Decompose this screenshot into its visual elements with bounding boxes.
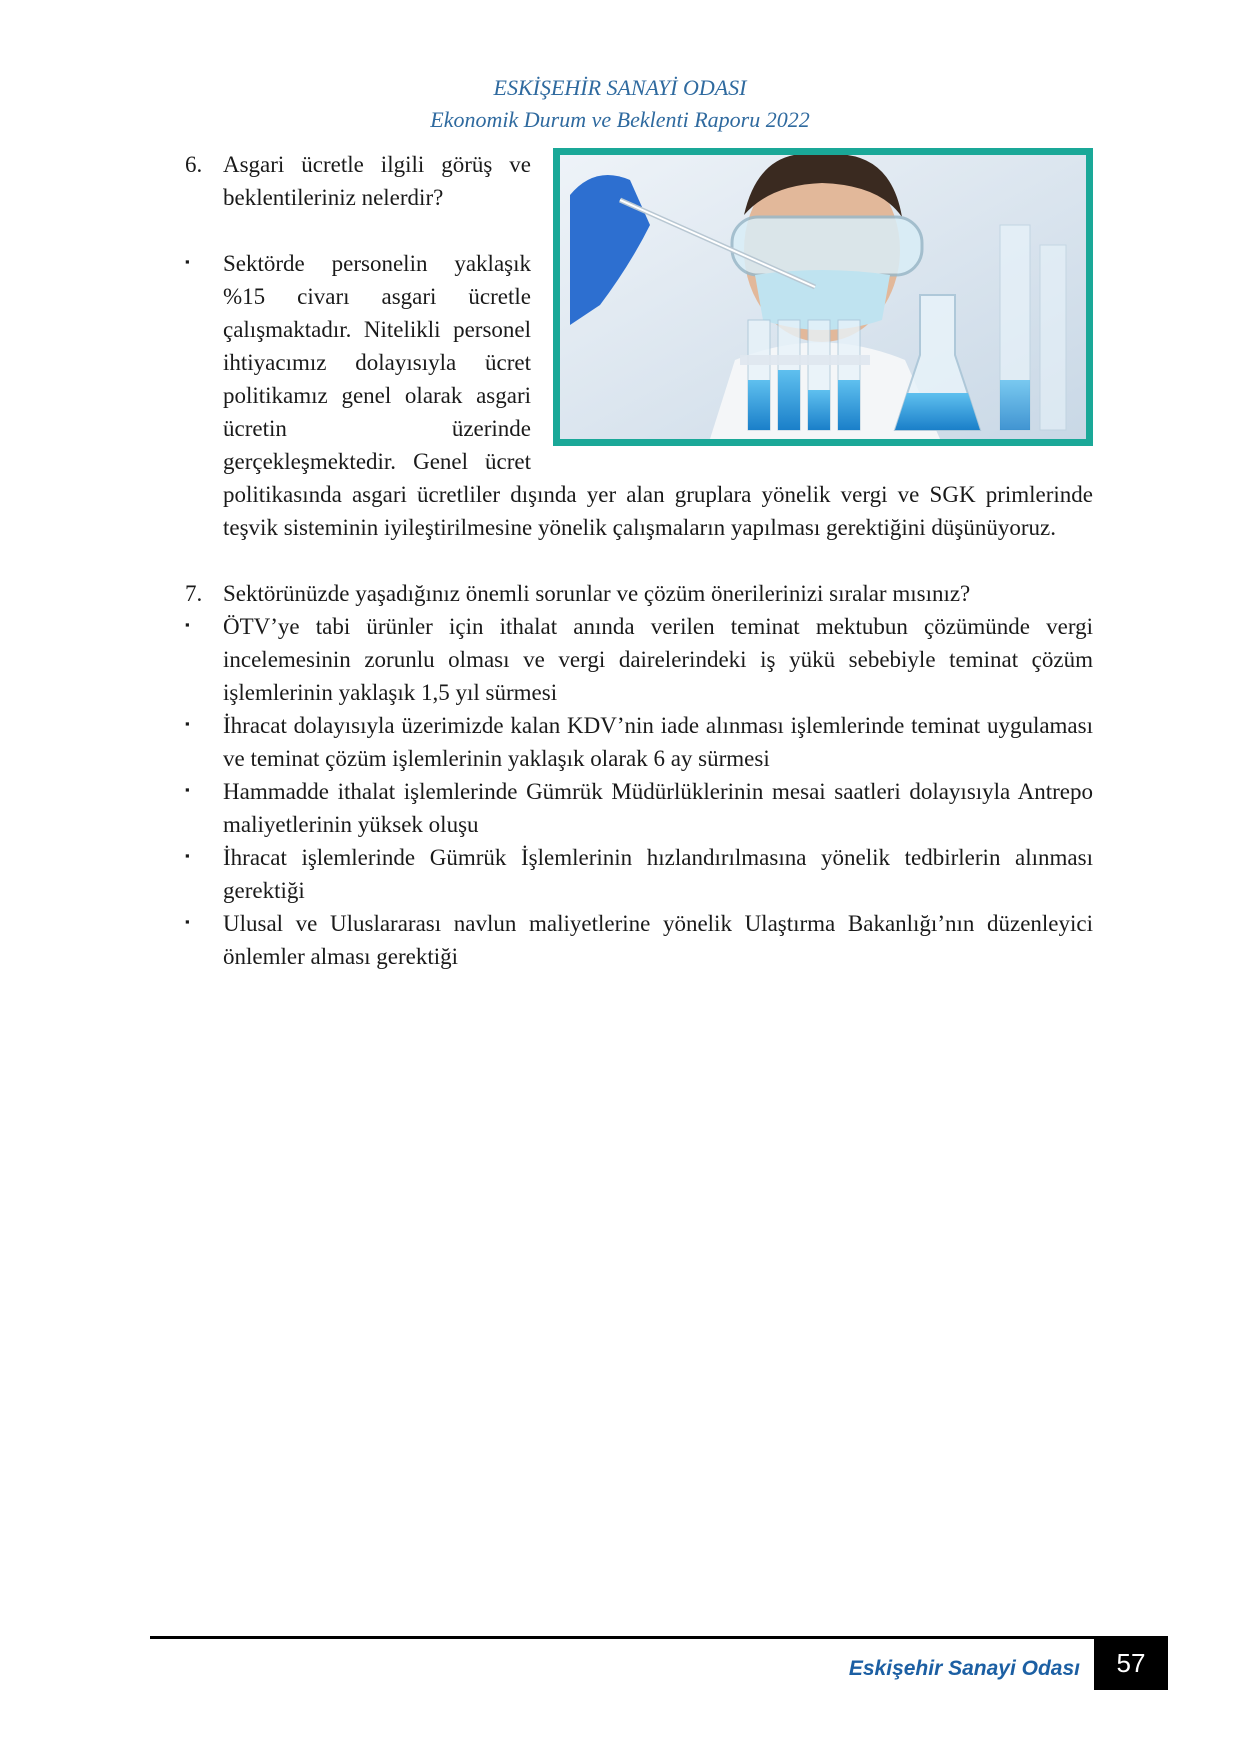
page-number: 57 [1094,1636,1168,1690]
question-6-text: Asgari ücretle ilgili görüş ve beklentileriniz nelerdir? [223,152,531,210]
question-7 [185,577,1093,610]
bullet-icon: ▪ [185,848,190,863]
footer-rule [150,1636,1168,1639]
answer-6-text: Sektörde personelin yaklaşık %15 civarı asgari ücretle çalışmaktadır. Nitelikli personel ihtiyacımız dolayısıyla ücret politikamız genel olarak asgari ücretin üzerinde gerçekleşmektedir. Genel ücret politikasında asgari ücretliler dışında yer alan gruplara yönelik vergi ve SGK primlerinde teşvik sisteminin iyileştirilmesine yönelik çalışmaların yapılması gerektiğini düşünüyoruz. [223,251,1093,540]
header-report-title: Ekonomik Durum ve Beklenti Raporu 2022 [430,107,810,132]
list-item-text: Hammadde ithalat işlemlerinde Gümrük Müdürlüklerinin mesai saatleri dolayısıyla Antrepo maliyetlerinin yüksek oluşu [223,779,1093,837]
bullet-icon: ▪ [185,617,190,632]
footer-organization: Eskişehir Sanayi Odası [848,1657,1080,1680]
question-7-text: Sektörünüzde yaşadığınız önemli sorunlar ve çözüm önerilerinizi sıralar mısınız? [223,581,971,606]
bullet-icon: ▪ [185,716,190,731]
question-6-number: 6. [185,152,203,177]
list-item-text: ÖTV’ye tabi ürünler için ithalat anında verilen teminat mektubun çözümünde vergi incelemesinin zorunlu olması ve vergi dairelerindeki iş yükü sebebiyle teminat çözüm işlemlerinin yaklaşık 1,5 yıl sürmesi [223,614,1093,705]
bullet-icon: ▪ [185,914,190,929]
list-item [185,775,1093,841]
page-content [185,148,1093,973]
page-header [0,72,1240,136]
list-item-text: İhracat dolayısıyla üzerimizde kalan KDV’nin iade alınması işlemlerinde teminat uygulaması ve teminat çözüm işlemlerinin yaklaşık olarak 6 ay sürmesi [223,713,1093,771]
bullet-icon: ▪ [185,254,190,269]
scientist-lab-photo [553,148,1093,446]
bullet-icon: ▪ [185,782,190,797]
question-6 [185,148,531,214]
list-item [185,610,1093,709]
list-item-text: İhracat işlemlerinde Gümrük İşlemlerinin hızlandırılmasına yönelik tedbirlerin alınması gerektiği [223,845,1093,903]
question-7-number: 7. [185,581,203,606]
list-item [185,709,1093,775]
header-organization: ESKİŞEHİR SANAYİ ODASI [493,75,747,100]
list-item-text: Ulusal ve Uluslararası navlun maliyetlerine yönelik Ulaştırma Bakanlığı’nın düzenleyici önlemler alması gerektiği [223,911,1093,969]
list-item [185,907,1093,973]
list-item [185,841,1093,907]
lab-photo-illustration [560,155,1086,439]
